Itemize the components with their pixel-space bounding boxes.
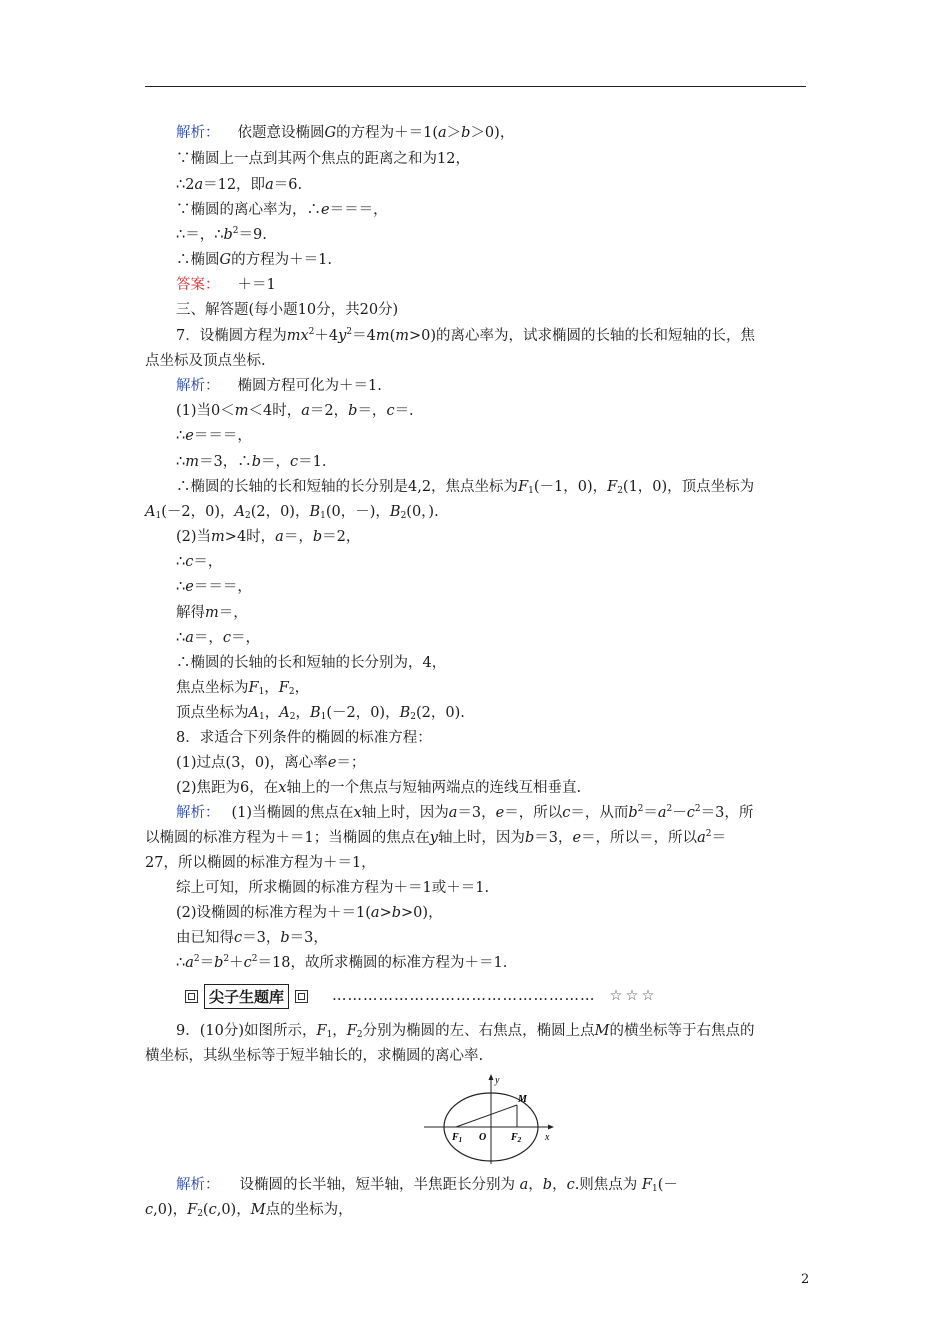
banner-dots: …………………………………………… [332,988,596,1004]
origin-label: O [479,1132,487,1143]
point-f2-label: $F_2$ [511,1132,522,1144]
text-line: 27，所以椭圆的标准方程为＋＝1， [145,855,376,871]
banner-title: 尖子生题库 [204,984,289,1009]
section-banner [183,985,658,1007]
x-axis-arrow [548,1125,554,1130]
text-line: 8．求适合下列条件的椭圆的标准方程： [176,730,432,746]
analysis-label: 解析： [176,805,220,821]
text-line: ∴a＝，c＝， [176,630,261,646]
header-rule [145,86,806,87]
text-line: ∴m＝3，∴b＝，c＝1. [176,454,327,470]
point-f1-label: $F_1$ [452,1132,463,1144]
text-line: 解得m＝， [176,605,248,621]
text-line: 横坐标，其纵坐标等于短半轴长的，求椭圆的离心率. [145,1048,484,1064]
text-line: ∴＝，$\therefore b^2=9$. [176,226,267,243]
text-line: 答案： ＋＝1 [176,277,276,293]
text-line: 7．设椭圆方程为$mx^2+4y^2=4m(m>0)$的离心率为，试求椭圆的长轴的长和短轴的长，焦 [176,327,756,344]
analysis-label: 解析： [176,125,220,141]
y-axis-arrow [489,1074,494,1080]
y-axis-label: y [495,1075,500,1086]
text-line: $A_1(-2$，0)，$A_2(2$，0)，$B_1(0$，－)，$B_2(0$，). [145,504,439,521]
text-line: (1)当0＜m＜4时，a＝2，b＝，c＝. [176,403,414,419]
text-line: (2)当m>4时，a＝，b＝2， [176,529,361,545]
star-rating-icon: ☆☆☆ [609,988,658,1004]
segment-f1-m [456,1105,517,1127]
text-line: 解析： 椭圆方程可化为＋＝1. [176,378,382,394]
text-line: 解析： 依题意设椭圆G的方程为＋＝1(a＞b＞0)， [176,125,515,141]
text-line: 解析： 设椭圆的长半轴，短半轴，半焦距长分别为 a，b，c.则焦点为 $F_1(-$ [176,1177,678,1194]
text-line: c,0)，$F_2(c,0)$，M点的坐标为， [145,1202,353,1219]
text-line: ∴e＝＝＝， [176,428,252,444]
text-line: (1)过点(3，0)，离心率e＝； [176,755,366,771]
square-icon [185,990,198,1003]
text-line: $\therefore a^2=b^2+c^2=18$，故所求椭圆的标准方程为＋＝1. [176,954,508,971]
text-line: ∴2a＝12，即a＝6. [176,177,303,193]
answer-label: 答案： [176,277,220,293]
page-number: 2 [801,1272,810,1287]
text-line: 9．(10分)如图所示，$F_1$，$F_2$分别为椭圆的左、右焦点，椭圆上点M的横坐标等于右焦点的 [176,1023,755,1040]
text-line: (2)焦距为6，在x轴上的一个焦点与短轴两端点的连线互相垂直. [176,780,582,796]
text-line: 由已知得c＝3，b＝3， [176,930,328,946]
text-line: 以椭圆的标准方程为＋＝1；当椭圆的焦点在y轴上时，因为b＝3，e＝，所以＝，所以$a^2=$ [145,829,726,846]
text-line: 解析： (1)当椭圆的焦点在x轴上时，因为a＝3，e＝，所以c＝，从而$b^2=a^2-c^2=3$，所 [176,804,754,821]
text-line: (2)设椭圆的标准方程为＋＝1(a>b>0)， [176,905,443,921]
square-icon [295,990,308,1003]
text-line: 点坐标及顶点坐标. [145,353,266,369]
text-line: 焦点坐标为$F_1$，$F_2$， [176,680,310,697]
text-line: ∵椭圆的离心率为，∴e＝＝＝， [176,202,388,218]
x-axis-label: x [545,1132,550,1143]
text-line: ∴e＝＝＝， [176,579,252,595]
text-line: ∴椭圆的长轴的长和短轴的长分别为，4， [176,655,447,671]
text-line: ∴椭圆G的方程为＋＝1. [176,252,332,268]
ellipse-diagram [420,1072,560,1167]
point-m-label: M [518,1094,527,1105]
section-title: 三、解答题(每小题10分，共20分) [176,302,399,318]
text-line: 综上可知，所求椭圆的标准方程为＋＝1或＋＝1. [176,880,490,896]
text-line: ∵椭圆上一点到其两个焦点的距离之和为12， [176,151,470,167]
analysis-label: 解析： [176,378,220,394]
ellipse-figure [420,1072,560,1171]
analysis-label: 解析： [176,1177,220,1193]
text-line: ∴c＝， [176,554,223,570]
text-line: ∴椭圆的长轴的长和短轴的长分别是4,2，焦点坐标为$F_1(-1$，0)，$F_2(1$，0)，顶点坐标为 [176,479,755,496]
text-line: 顶点坐标为$A_1$，$A_2$，$B_1(-2$，0)，$B_2(2$，0). [176,705,465,722]
